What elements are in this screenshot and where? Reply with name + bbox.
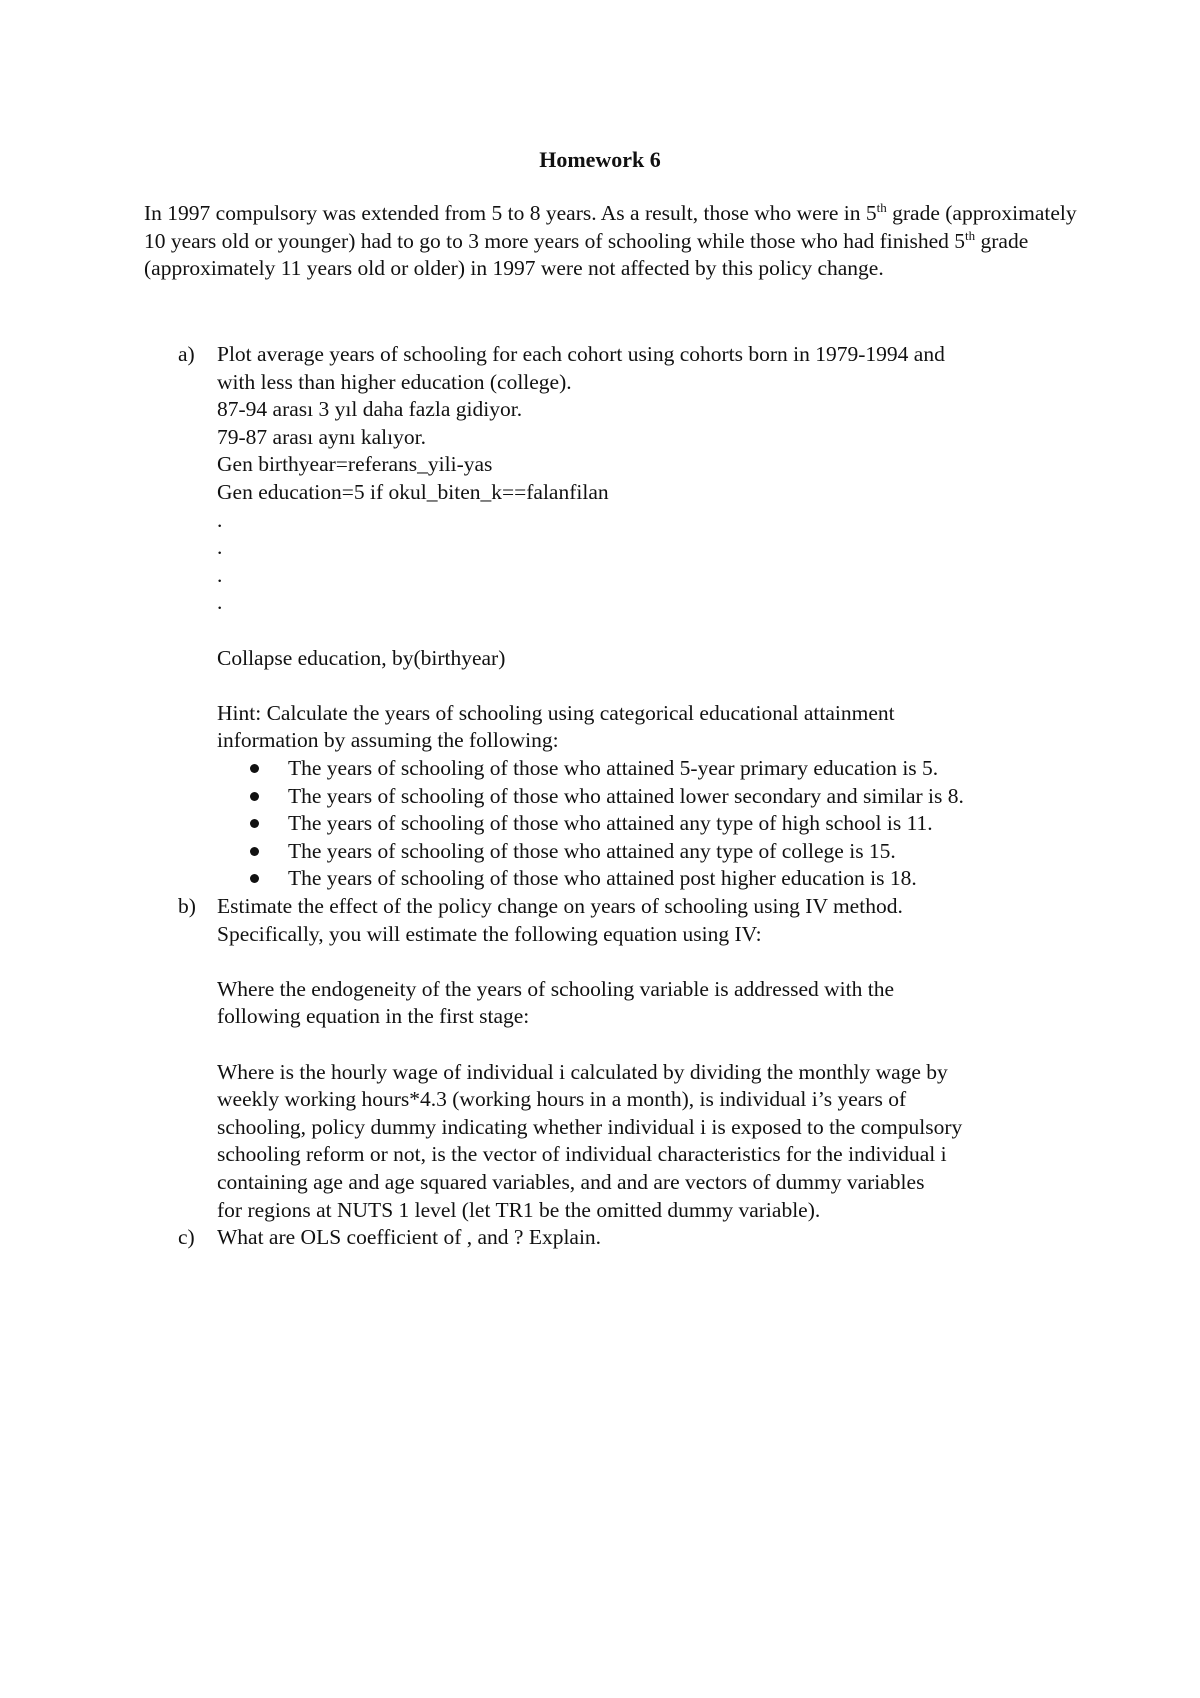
bullet-item [248,810,1108,838]
item-b-body [217,893,1087,1224]
endogeneity-line: Where the endogeneity of the years of schooling variable is addressed with the [217,976,895,1001]
bullet-text: The years of schooling of those who attained post higher education is 18. [288,866,917,891]
page-title: Homework 6 [539,147,661,172]
blank-line [217,1031,1087,1059]
bullet-item [248,865,1108,893]
bullet-text: The years of schooling of those who attained 5-year primary education is 5. [288,756,939,780]
intro-text-2: grade (approximately 10 years old or younger) had to go to 3 more years of schooling while those who had finished 5 [144,201,1077,253]
collapse-command: Collapse education, by(birthyear) [217,645,506,670]
item-c-body [217,1224,1087,1252]
bullet-text: The years of schooling of those who attained lower secondary and similar is 8. [288,783,964,808]
schooling-bullet-list [248,755,1108,893]
bullet-dot-icon [250,819,259,828]
bullet-text: The years of schooling of those who attained any type of college is 15. [288,838,896,863]
item-c-line: What are OLS coefficient of , and ? Explain. [217,1225,602,1249]
item-a-dot-line: . [217,507,223,532]
bullet-item [248,783,1108,811]
variable-definition-line: containing age and age squared variables, and and are vectors of dummy variables [217,1169,925,1194]
item-a-dot-line: . [217,535,223,560]
variable-definition-line: weekly working hours*4.3 (working hours in a month), is individual i’s years of [217,1087,907,1112]
intro-sup-1: th [876,200,887,215]
bullet-item [248,755,1108,783]
intro-sup-2: th [965,227,976,243]
blank-line [217,617,1087,645]
item-c-marker: c) [178,1225,195,1249]
item-a-marker: a) [178,342,195,366]
item-a-body [217,341,1087,755]
item-a-dot-line: . [217,562,223,587]
item-a-line: with less than higher education (college). [217,369,572,394]
intro-text-1: In 1997 compulsory was extended from 5 to 8 years. As a result, those who were in 5 [144,201,877,225]
bullet-text: The years of schooling of those who attained any type of high school is 11. [288,811,933,836]
variable-definition-line: Where is the hourly wage of individual i calculated by dividing the monthly wage by [217,1059,948,1084]
endogeneity-line: following equation in the first stage: [217,1004,530,1029]
bullet-dot-icon [250,847,259,856]
blank-line [217,948,1087,976]
variable-definition-line: for regions at NUTS 1 level (let TR1 be the omitted dummy variable). [217,1197,821,1222]
item-a-line: 79-87 arası aynı kalıyor. [217,424,426,449]
blank-line [217,672,1087,700]
item-a-line: Gen birthyear=referans_yili-yas [217,452,493,477]
item-a-dot-line: . [217,590,223,615]
intro-text-3: grade (approximately 11 years old or older) in 1997 were not affected by this policy change. [144,228,1029,281]
item-b-marker: b) [178,894,196,918]
item-b-line: Specifically, you will estimate the following equation using IV: [217,921,762,946]
item-a-line: 87-94 arası 3 yıl daha fazla gidiyor. [217,397,523,422]
bullet-dot-icon [250,792,259,801]
item-a-line: Plot average years of schooling for each cohort using cohorts born in 1979-1994 and [217,342,945,366]
intro-paragraph [144,200,1084,283]
bullet-dot-icon [250,764,259,773]
hint-line: Hint: Calculate the years of schooling using categorical educational attainment [217,700,895,725]
hint-line: information by assuming the following: [217,728,559,753]
bullet-dot-icon [250,874,259,883]
item-b-line: Estimate the effect of the policy change on years of schooling using IV method. [217,894,903,918]
bullet-item [248,838,1108,866]
item-a-line: Gen education=5 if okul_biten_k==falanfilan [217,479,609,504]
variable-definition-line: schooling, policy dummy indicating whether individual i is exposed to the compulsory [217,1114,963,1139]
variable-definition-line: schooling reform or not, is the vector of individual characteristics for the individual i [217,1142,947,1167]
